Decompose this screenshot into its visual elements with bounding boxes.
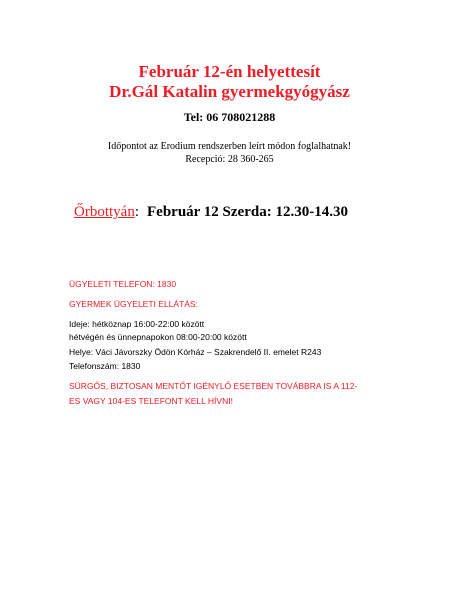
duty-location: Helye: Váci Jávorszky Ödön Kórház – Szakrendelő II. emelet R243	[69, 347, 322, 357]
urgent-notice-line1: SÜRGŐS, BIZTOSAN MENTŐT IGÉNYLŐ ESETBEN TOVÁBBRA IS A 112-	[69, 381, 358, 391]
duty-time-weekday: Ideje: hétköznap 16:00-22:00 között	[69, 319, 205, 329]
schedule-time: Február 12 Szerda: 12.30-14.30	[147, 204, 348, 220]
duty-phone: ÜGYELETI TELEFON: 1830	[69, 279, 177, 289]
doctor-name: Dr.Gál Katalin gyermekgyógyász	[109, 82, 350, 101]
duty-phone-number: Telefonszám: 1830	[69, 361, 141, 371]
announcement-title: Február 12-én helyettesít	[138, 62, 321, 81]
schedule-line	[74, 204, 348, 221]
reception-phone: Recepció: 28 360-265	[185, 154, 274, 165]
booking-info: Időpontot az Erodium rendszerben leírt módon foglalhatnak!	[107, 141, 352, 152]
duty-time-weekend: hétvégén és ünnepnapokon 08:00-20:00 között	[69, 332, 247, 342]
child-duty-heading: GYERMEK ÜGYELETI ELLÁTÁS:	[69, 299, 198, 309]
schedule-separator: :	[134, 204, 139, 220]
schedule-place: Őrbottyán	[74, 204, 135, 220]
doctor-phone: Tel: 06 708021288	[183, 110, 276, 124]
urgent-notice-line2: ES VAGY 104-ES TELEFONT KELL HÍVNI!	[69, 396, 233, 406]
